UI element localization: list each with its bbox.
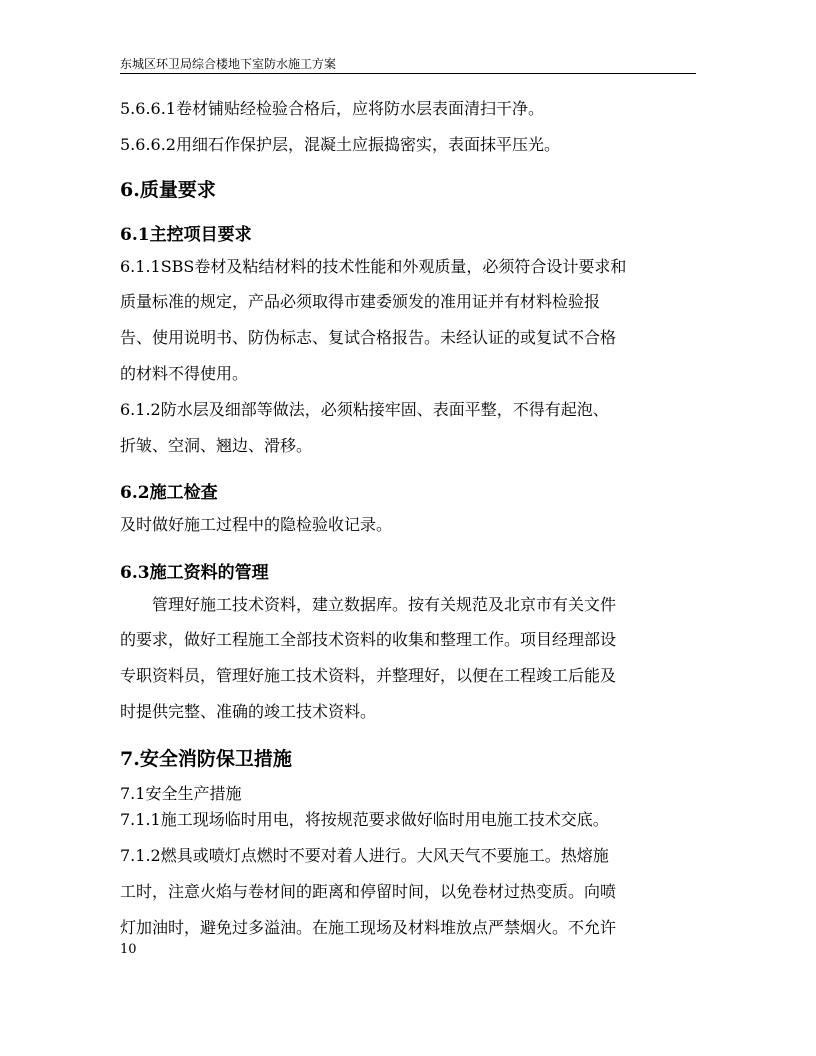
clause-6-1-1-line: 告、使用说明书、防伪标志、复试合格报告。未经认证的或复试不合格: [120, 328, 617, 347]
clause-6-1-1-line: 6.1.1SBS卷材及粘结材料的技术性能和外观质量，必须符合设计要求和: [120, 257, 627, 276]
clause-7-1-2-line: 7.1.2燃具或喷灯点燃时不要对着人进行。大风天气不要施工。热熔施: [120, 846, 609, 865]
clause-5-6-6-1: 5.6.6.1卷材铺贴经检验合格后，应将防水层表面清扫干净。: [120, 99, 544, 118]
section-heading-6: 6.质量要求: [120, 179, 216, 201]
clause-6-1-2-line: 折皱、空洞、翘边、滑移。: [120, 436, 313, 455]
clause-6-1-2-line: 6.1.2防水层及细部等做法，必须粘接牢固、表面平整，不得有起泡、: [120, 400, 609, 419]
page-header: 东城区环卫局综合楼地下室防水施工方案: [120, 55, 696, 74]
clause-6-1-1-line: 的材料不得使用。: [120, 364, 249, 383]
subsection-heading-6-3: 6.3施工资料的管理: [120, 563, 269, 583]
subsection-heading-7-1: 7.1安全生产措施: [120, 784, 242, 803]
paragraph-6-2: 及时做好施工过程中的隐检验收记录。: [120, 515, 393, 534]
clause-7-1-2-line: 灯加油时，避免过多溢油。在施工现场及材料堆放点严禁烟火。不允许: [120, 918, 617, 937]
subsection-heading-6-1: 6.1主控项目要求: [120, 225, 252, 245]
paragraph-6-3-line: 的要求，做好工程施工全部技术资料的收集和整理工作。项目经理部设: [120, 630, 617, 649]
clause-5-6-6-2: 5.6.6.2用细石作保护层，混凝土应振捣密实，表面抹平压光。: [120, 135, 560, 154]
paragraph-6-3-line: 专职资料员，管理好施工技术资料，并整理好，以便在工程竣工后能及: [120, 666, 617, 685]
clause-7-1-1: 7.1.1施工现场临时用电，将按规范要求做好临时用电施工技术交底。: [120, 810, 609, 829]
page-number: 10: [120, 942, 137, 957]
clause-6-1-1-line: 质量标准的规定，产品必须取得市建委颁发的准用证并有材料检验报: [120, 292, 601, 311]
clause-7-1-2-line: 工时，注意火焰与卷材间的距离和停留时间，以免卷材过热变质。向喷: [120, 882, 617, 901]
subsection-heading-6-2: 6.2施工检查: [120, 483, 218, 503]
paragraph-6-3-line: 时提供完整、准确的竣工技术资料。: [120, 702, 377, 721]
section-heading-7: 7.安全消防保卫措施: [120, 748, 292, 770]
paragraph-6-3-line: 管理好施工技术资料，建立数据库。按有关规范及北京市有关文件: [152, 595, 617, 614]
